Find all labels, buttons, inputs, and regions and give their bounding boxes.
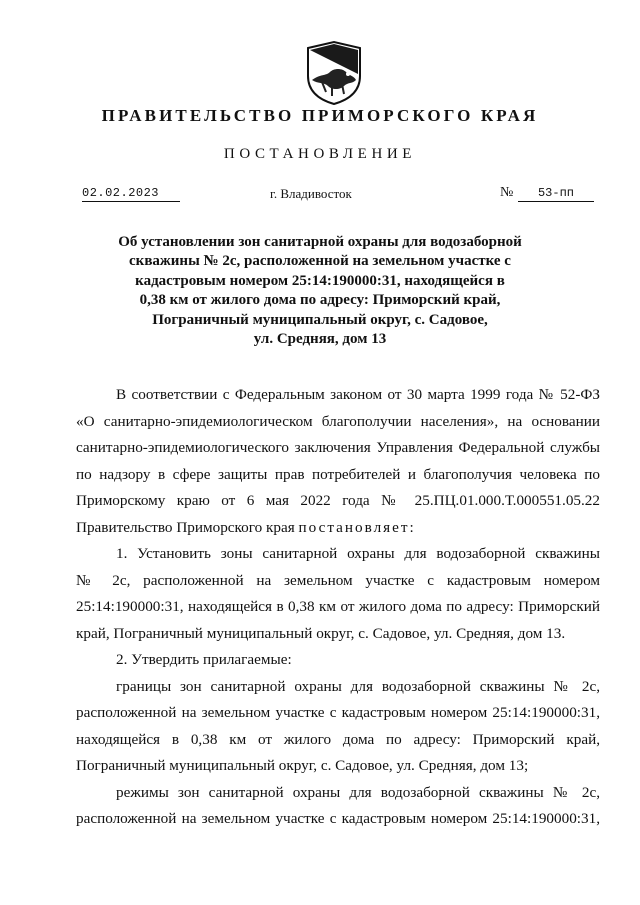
- heading-line: скважины № 2с, расположенной на земельном участке с: [129, 253, 511, 270]
- heading-line: ул. Средняя, дом 13: [253, 331, 387, 348]
- coat-of-arms-icon: [304, 40, 364, 106]
- body-line: расположенной на земельном участке с кадастровым номером 25:14:190000:31,: [76, 810, 600, 827]
- heading-line: Об установлении зон санитарной охраны для водозаборной: [118, 234, 522, 250]
- document-body: [76, 382, 600, 833]
- resolves-word: постановляет:: [298, 518, 416, 536]
- body-line: 2. Утвердить прилагаемые:: [116, 651, 292, 668]
- body-line: 25:14:190000:31, находящейся в 0,38 км от жилого дома по адресу: Приморский: [76, 598, 600, 615]
- body-line: край, Пограничный муниципальный округ, с. Садовое, ул. Средняя, дом 13.: [76, 624, 566, 642]
- body-line: № 2с, расположенной на земельном участке с кадастровым номером: [76, 571, 600, 589]
- body-line: санитарно-эпидемиологического заключения Управления Федеральной службы: [76, 439, 600, 456]
- document-heading: [110, 233, 530, 349]
- body-line: режимы зон санитарной охраны для водозаборной скважины № 2с,: [116, 783, 600, 801]
- body-line: расположенной на земельном участке с кадастровым номером 25:14:190000:31,: [76, 704, 600, 721]
- body-line: по надзору в сфере защиты прав потребителей и благополучия человека по: [76, 465, 600, 483]
- body-line: [76, 515, 600, 542]
- body-line: Пограничный муниципальный округ, с. Садовое, ул. Средняя, дом 13;: [76, 757, 529, 774]
- government-name: ПРАВИТЕЛЬСТВО ПРИМОРСКОГО КРАЯ: [101, 106, 539, 125]
- body-line: границы зон санитарной охраны для водозаборной скважины № 2с,: [116, 677, 600, 695]
- body-line: 1. Установить зоны санитарной охраны для водозаборной скважины: [116, 545, 600, 562]
- intro-prefix: Правительство Приморского края: [76, 518, 299, 536]
- body-line: Приморскому краю от 6 мая 2022 года № 25.ПЦ.01.000.Т.000551.05.22: [76, 492, 600, 509]
- heading-line: Пограничный муниципальный округ, с. Садовое,: [152, 311, 488, 328]
- number-label: №: [500, 185, 514, 200]
- heading-line: 0,38 км от жилого дома по адресу: Приморский край,: [139, 292, 501, 309]
- body-line: В соответствии с Федеральным законом от 30 марта 1999 года № 52-ФЗ: [116, 386, 600, 403]
- document-date: 02.02.2023: [82, 186, 180, 202]
- document-number: 53-пп: [518, 186, 594, 202]
- heading-line: кадастровым номером 25:14:190000:31, находящейся в: [135, 272, 505, 289]
- body-line: «О санитарно-эпидемиологическом благополучии населения», на основании: [76, 412, 600, 430]
- body-line: находящейся в 0,38 км от жилого дома по адресу: Приморский край,: [76, 730, 600, 748]
- document-city: г. Владивосток: [270, 186, 352, 201]
- document-type: ПОСТАНОВЛЕНИЕ: [223, 146, 417, 162]
